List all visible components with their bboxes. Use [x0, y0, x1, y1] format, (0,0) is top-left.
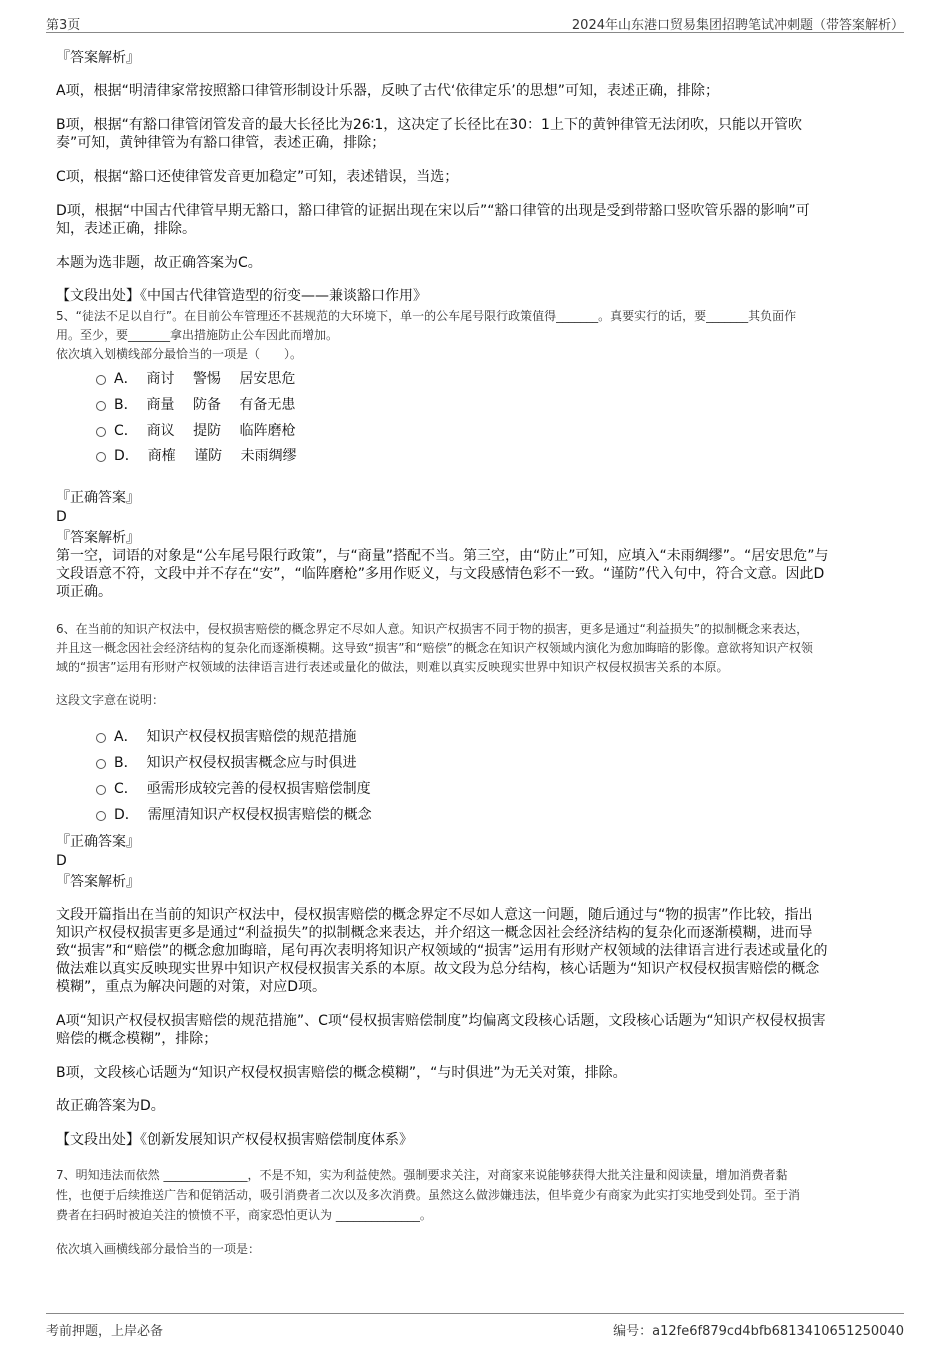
page-header — [46, 10, 904, 33]
q6-analysis-p1-line4: 做法难以真实反映现实世界中知识产权侵权损害关系的本原。故文段为总分结构，核心话题为“知识产权侵权损害赔偿的概念 — [56, 961, 820, 977]
q4-conclusion: 本题为选非题，故正确答案为C。 — [56, 255, 262, 271]
q6-prompt: 这段文字意在说明： — [56, 693, 165, 707]
option-letter: D． — [114, 448, 139, 464]
q6-stem-line1: 6、在当前的知识产权法中，侵权损害赔偿的概念界定不尽如人意。知识产权损害不同于物的损害，更多是通过“利益损失”的拟制概念来表达， — [56, 622, 809, 636]
q6-analysis-p1-line5: 模糊”，重点为解决问题的对策，对应D项。 — [56, 979, 327, 995]
q4-analysis-b-line2: 奏”可知，黄钟律管为有豁口律管，表述正确，排除； — [56, 135, 386, 151]
option-letter: C． — [114, 423, 138, 439]
option-text: 商议 提防 临阵磨枪 — [146, 423, 296, 439]
q5-answer: D — [56, 509, 67, 525]
q4-analysis-b-line1: B项，根据“有豁口律管闭管发音的最大长径比为26∶1，这决定了长径比在30：1上下的黄钟律管无法闭吹，只能以开管吹 — [56, 117, 802, 133]
option-letter: D． — [114, 807, 139, 823]
q6-stem-line3: 域的“损害”运用有形财产权领域的法律语言进行表述或量化的做法，则难以真实反映现实世界中知识产权侵权损害关系的本原。 — [56, 660, 729, 674]
radio-icon[interactable] — [96, 401, 106, 411]
radio-icon[interactable] — [96, 811, 106, 821]
option-letter: C． — [114, 781, 138, 797]
q6-analysis-p1-line1: 文段开篇指出在当前的知识产权法中，侵权损害赔偿的概念界定不尽如人意这一问题，随后通过与“物的损害”作比较，指出 — [56, 907, 813, 923]
option-text: 商榷 谨防 未雨绸缪 — [147, 448, 297, 464]
q6-conclusion: 故正确答案为D。 — [56, 1098, 165, 1114]
radio-icon[interactable] — [96, 759, 106, 769]
option-text: 知识产权侵权损害赔偿的规范措施 — [146, 729, 357, 745]
page-number: 第3页 — [46, 18, 81, 33]
q7-stem-line2: 性，也便于后续推送广告和促销活动，吸引消费者二次以及多次消费。虽然这么做涉嫌违法，但毕竟少有商家为此实打实地受到处罚。至于消 — [56, 1188, 801, 1202]
q5-prompt: 依次填入划横线部分最恰当的一项是（ ）。 — [56, 347, 303, 361]
option-letter: A． — [114, 371, 138, 387]
q4-analysis-a: A项，根据“明清律家常按照豁口律管形制设计乐器，反映了古代‘依律定乐’的思想”可知，表述正确，排除； — [56, 83, 719, 99]
q7-prompt: 依次填入画横线部分最恰当的一项是： — [56, 1242, 261, 1256]
q6-answer-label: 『正确答案』 — [56, 834, 140, 850]
radio-icon[interactable] — [96, 427, 106, 437]
option-letter: B． — [114, 397, 138, 413]
q6-analysis-p1-line2: 知识产权侵权损害更多是通过“利益损失”的拟制概念来表达，并介绍这一概念因社会经济结构的复杂化而逐渐模糊，进而导 — [56, 925, 813, 941]
option-text: 知识产权侵权损害概念应与时俱进 — [146, 755, 357, 771]
q7-stem-line1: 7、明知违法而依然 ______________，不是不知，实为利益使然。强制要求关注，对商家来说能够获得大批关注量和阅读量，增加消费者黏 — [56, 1168, 788, 1182]
page-footer — [46, 1313, 904, 1338]
footer-slogan: 考前押题，上岸必备 — [46, 1324, 164, 1339]
radio-icon[interactable] — [96, 785, 106, 795]
q6-analysis-p2-line1: A项“知识产权侵权损害赔偿的规范措施”、C项“侵权损害赔偿制度”均偏离文段核心话题，文段核心话题为“知识产权侵权损害 — [56, 1013, 826, 1029]
radio-icon[interactable] — [96, 452, 106, 462]
option-text: 商讨 警惕 居安思危 — [146, 371, 296, 387]
document-title: 2024年山东港口贸易集团招聘笔试冲刺题（带答案解析） — [571, 18, 904, 33]
q6-analysis-p1-line3: 致“损害”和“赔偿”的概念愈加晦暗，尾句再次表明将知识产权领域的“损害”运用有形财产权领域的法律语言进行表述或量化的 — [56, 943, 828, 959]
q6-answer: D — [56, 853, 67, 869]
q6-analysis-label: 『答案解析』 — [56, 874, 140, 890]
option-text: 需厘清知识产权侵权损害赔偿的概念 — [147, 807, 372, 823]
q5-analysis-label: 『答案解析』 — [56, 530, 140, 546]
q4-analysis-c: C项，根据“豁口还使律管发音更加稳定”可知，表述错误，当选； — [56, 169, 459, 185]
q4-analysis-d-line2: 知，表述正确，排除。 — [56, 221, 196, 237]
q6-stem-line2: 并且这一概念因社会经济结构的复杂化而逐渐模糊。这导致“损害”和“赔偿”的概念在知识产权领域内演化为愈加晦暗的影像。意欲将知识产权领 — [56, 641, 813, 655]
option-letter: B． — [114, 755, 138, 771]
q6-source: 【文段出处】《创新发展知识产权侵权损害赔偿制度体系》 — [56, 1132, 413, 1148]
option-text: 亟需形成较完善的侵权损害赔偿制度 — [146, 781, 371, 797]
q7-stem-line3: 费者在扫码时被迫关注的愤愤不平，商家恐怕更认为 ______________。 — [56, 1208, 432, 1222]
option-text: 商量 防备 有备无患 — [146, 397, 296, 413]
q4-analysis-d-line1: D项，根据“中国古代律管早期无豁口，豁口律管的证据出现在宋以后”“豁口律管的出现是受到带豁口竖吹管乐器的影响”可 — [56, 203, 810, 219]
q4-analysis-label: 『答案解析』 — [56, 50, 140, 66]
q6-analysis-p3: B项，文段核心话题为“知识产权侵权损害赔偿的概念模糊”，“与时俱进”为无关对策，排除。 — [56, 1065, 627, 1081]
q5-answer-label: 『正确答案』 — [56, 490, 140, 506]
q5-stem-line2: 用。至少，要_______拿出措施防止公车因此而增加。 — [56, 328, 339, 342]
document-id: 编号：a12fe6f879cd4bfb6813410651250040 — [613, 1324, 904, 1339]
option-letter: A． — [114, 729, 138, 745]
radio-icon[interactable] — [96, 375, 106, 385]
q6-analysis-p2-line2: 赔偿的概念模糊”，排除； — [56, 1031, 218, 1047]
q5-analysis-line3: 项正确。 — [56, 584, 112, 600]
q5-stem-line1: 5、“徒法不足以自行”。在目前公车管理还不甚规范的大环境下，单一的公车尾号限行政策值得_______。真要实行的话，要_______其负面作 — [56, 309, 797, 323]
radio-icon[interactable] — [96, 733, 106, 743]
q5-analysis-line2: 文段语意不符，文段中并不存在“安”，“临阵磨枪”多用作贬义，与文段感情色彩不一致。“谨防”代入句中，符合文意。因此D — [56, 566, 825, 582]
q5-analysis-line1: 第一空，词语的对象是“公车尾号限行政策”，与“商量”搭配不当。第三空，由“防止”可知，应填入“未雨绸缪”。“居安思危”与 — [56, 548, 829, 564]
q4-source: 【文段出处】《中国古代律管造型的衍变——兼谈豁口作用》 — [56, 288, 427, 304]
